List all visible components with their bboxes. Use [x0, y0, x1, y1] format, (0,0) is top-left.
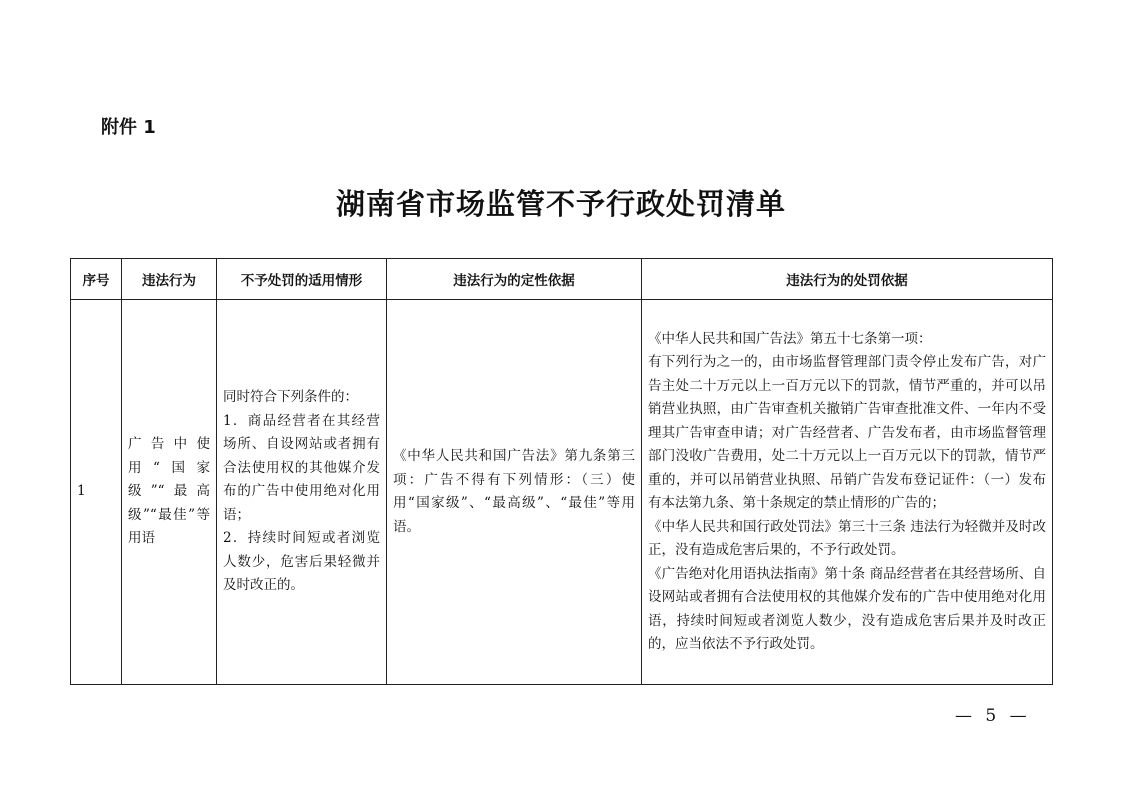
column-header-number: 序号 — [71, 259, 122, 300]
table-header-row — [71, 259, 1053, 300]
table-row — [71, 300, 1053, 685]
violation-cell: 广告中使用“国家级”“最高级”“最佳”等用语 — [122, 300, 217, 685]
penalty-basis-line: 《广告绝对化用语执法指南》第十条 商品经营者在其经营场所、自设网站或者拥有合法使用权的其他媒介发布的广告中使用绝对化用语，持续时间短或者浏览人数少，没有造成危害后果并及时改正的，应当依法不予行政处罚。 — [648, 565, 1046, 652]
penalty-basis-line: 有下列行为之一的，由市场监督管理部门责令停止发布广告，对广告主处二十万元以上一百万元以下的罚款，情节严重的，并可以吊销营业执照，由广告审查机关撤销广告审查批准文件、一年内不受理其广告审查申请；对广告经营者、广告发布者，由市场监督管理部门没收广告费用，处二十万元以上一百万元以下的罚款，情节严重的，并可以吊销营业执照、吊销广告发布登记证件：（一）发布有本法第九条、第十条规定的禁止情形的广告的； — [648, 354, 1046, 511]
penalty-exemption-table — [70, 258, 1053, 685]
conditions-line: 1．商品经营者在其经营场所、自设网站或者拥有合法使用权的其他媒介发布的广告中使用绝对化用语； — [223, 412, 380, 523]
document-title: 湖南省市场监管不予行政处罚清单 — [335, 187, 786, 221]
penalty-basis-cell — [642, 300, 1053, 685]
legal-basis-cell: 《中华人民共和国广告法》第九条第三项：广告不得有下列情形：（三）使用“国家级”、“最高级”、“最佳”等用语。 — [387, 300, 642, 685]
column-header-legal-basis: 违法行为的定性依据 — [387, 259, 642, 300]
column-header-violation: 违法行为 — [122, 259, 217, 300]
column-header-penalty-basis: 违法行为的处罚依据 — [642, 259, 1053, 300]
penalty-basis-line: 《中华人民共和国广告法》第五十七条第一项： — [648, 330, 932, 347]
conditions-line: 同时符合下列条件的： — [223, 389, 358, 406]
conditions-cell — [217, 300, 387, 685]
page-number: — 5 — — [955, 706, 1031, 726]
row-number-cell: 1 — [71, 300, 122, 685]
column-header-conditions: 不予处罚的适用情形 — [217, 259, 387, 300]
attachment-label: 附件 1 — [101, 117, 156, 138]
penalty-basis-line: 《中华人民共和国行政处罚法》第三十三条 违法行为轻微并及时改正，没有造成危害后果的，不予行政处罚。 — [648, 518, 1046, 558]
conditions-line: 2．持续时间短或者浏览人数少，危害后果轻微并及时改正的。 — [223, 530, 380, 594]
